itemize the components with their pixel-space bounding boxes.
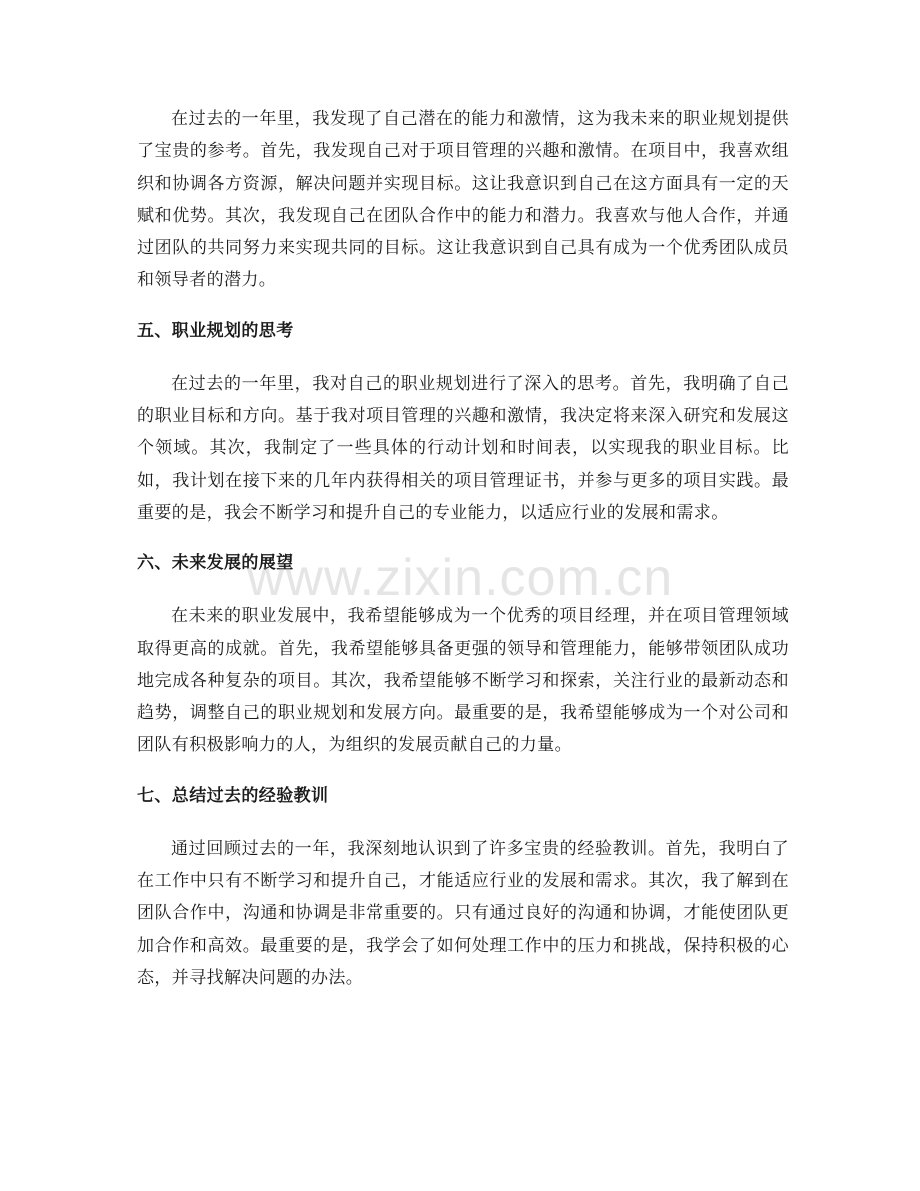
section-heading-future-outlook: 六、未来发展的展望 (137, 553, 294, 574)
paragraph-career-planning: 在过去的一年里，我对自己的职业规划进行了深入的思考。首先，我明确了自己的职业目标和方向。基于我对项目管理的兴趣和激情，我决定将来深入研究和发展这个领域。其次，我制定了一些具体的行动计划和时间表，以实现我的职业目标。比如，我计划在接下来的几年内获得相关的项目管理证书，并参与更多的项目实践。最重要的是，我会不断学习和提升自己的专业能力，以适应行业的发展和需求。 (137, 373, 789, 523)
paragraph-abilities: 在过去的一年里，我发现了自己潜在的能力和激情，这为我未来的职业规划提供了宝贵的参考。首先，我发现自己对于项目管理的兴趣和激情。在项目中，我喜欢组织和协调各方资源，解决问题并实现目标。这让我意识到自己在这方面具有一定的天赋和优势。其次，我发现自己在团队合作中的能力和潜力。我喜欢与他人合作，并通过团队的共同努力来实现共同的目标。这让我意识到自己具有成为一个优秀团队成员和领导者的潜力。 (137, 109, 789, 291)
section-heading-lessons: 七、总结过去的经验教训 (137, 785, 329, 806)
section-heading-career-planning: 五、职业规划的思考 (137, 320, 294, 341)
watermark: www.zixin.com.cn (246, 549, 674, 607)
paragraph-future-outlook: 在未来的职业发展中，我希望能够成为一个优秀的项目经理，并在项目管理领域取得更高的成就。首先，我希望能够具备更强的领导和管理能力，能够带领团队成功地完成各种复杂的项目。其次，我希望能够不断学习和探索，关注行业的最新动态和趋势，调整自己的职业规划和发展方向。最重要的是，我希望能够成为一个对公司和团队有积极影响力的人，为组织的发展贡献自己的力量。 (137, 606, 789, 756)
document-body (137, 103, 789, 994)
paragraph-lessons: 通过回顾过去的一年，我深刻地认识到了许多宝贵的经验教训。首先，我明白了在工作中只有不断学习和提升自己，才能适应行业的发展和需求。其次，我了解到在团队合作中，沟通和协调是非常重要的。只有通过良好的沟通和协调，才能使团队更加合作和高效。最重要的是，我学会了如何处理工作中的压力和挑战，保持积极的心态，并寻找解决问题的办法。 (137, 838, 789, 988)
